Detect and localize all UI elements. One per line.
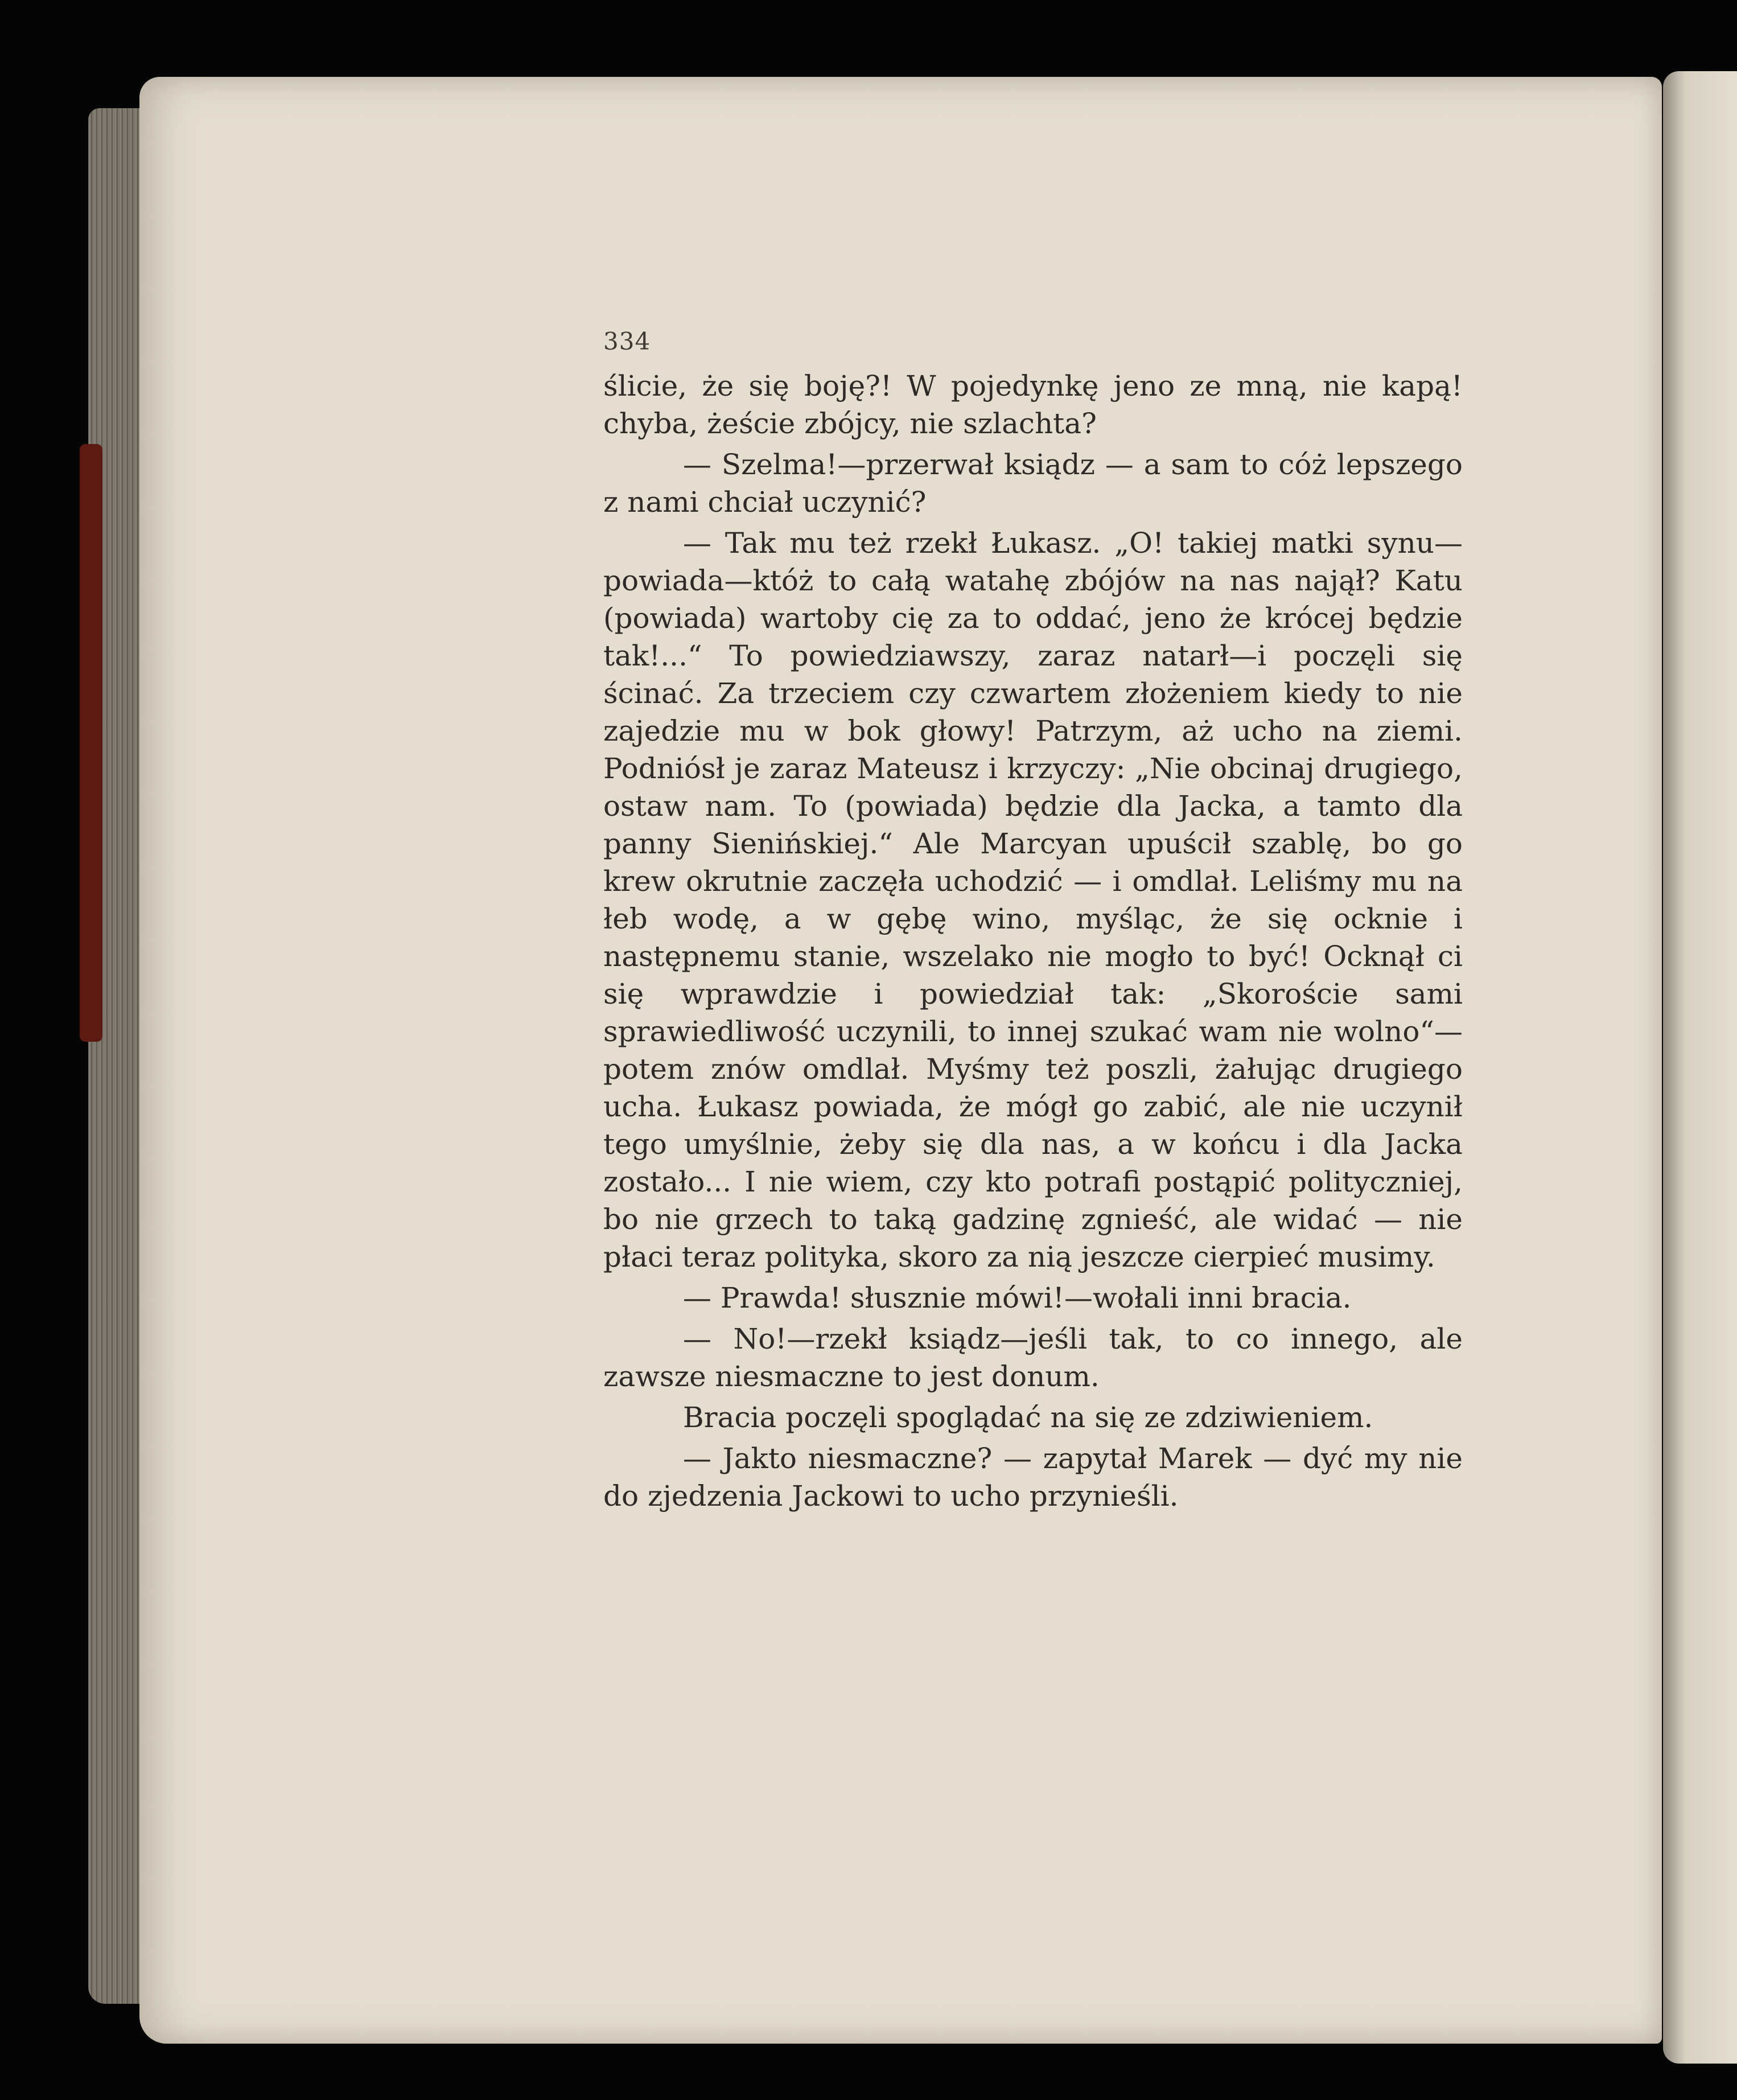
- binding-band: [80, 444, 102, 1042]
- page-text: [603, 367, 1463, 1515]
- paragraph-6: Bracia poczęli spoglądać na się ze zdziwieniem.: [683, 1401, 1373, 1434]
- page-number: 334: [603, 327, 651, 355]
- paragraph-3: — Tak mu też rzekł Łukasz. „O! takiej matki synu—powiada—któż to całą watahę zbójów na nas najął? Katu (powiada) wartoby cię za to oddać, jeno że krócej będzie tak!...“ To powiedziawszy, zaraz natarł—i poczęli się ścinać. Za trzeciem czy czwartem złożeniem kiedy to nie zajedzie mu w bok głowy! Patrzym, aż ucho na ziemi. Podniósł je zaraz Mateusz i krzyczy: „Nie obcinaj drugiego, ostaw nam. To (powiada) będzie dla Jacka, a tamto dla panny Sienińskiej.“ Ale Marcyan upuścił szablę, bo go krew okrutnie zaczęła uchodzić — i omdlał. Leliśmy mu na łeb wodę, a w gębę wino, myśląc, że się ocknie i następnemu stanie, wszelako nie mogło to być! Ocknął ci się wprawdzie i powiedział tak: „Skoroście sami sprawiedliwość uczynili, to innej szukać wam nie wolno“— potem znów omdlał. Myśmy też poszli, żałując drugiego ucha. Łukasz powiada, że mógł go zabić, ale nie uczynił tego umyślnie, żeby się dla nas, a w końcu i dla Jacka zostało... I nie wiem, czy kto potrafi postąpić polityczniej, bo nie grzech to taką gadzinę zgnieść, ale widać — nie płaci teraz polityka, skoro za nią jeszcze cierpieć musimy.: [603, 527, 1463, 1273]
- paragraph-1: ślicie, że się boję?! W pojedynkę jeno ze mną, nie kapą! chyba, żeście zbójcy, nie szlachta?: [603, 369, 1463, 440]
- paragraph-2: — Szelma!—przerwał ksiądz — a sam to cóż lepszego z nami chciał uczynić?: [603, 448, 1463, 519]
- right-page-edge: [1663, 71, 1737, 2064]
- paragraph-4: — Prawda! słusznie mówi!—wołali inni bracia.: [683, 1281, 1352, 1314]
- paragraph-7: — Jakto niesmaczne? — zapytał Marek — dyć my nie do zjedzenia Jackowi to ucho przynieśli.: [603, 1442, 1463, 1513]
- paragraph-5: — No!—rzekł ksiądz—jeśli tak, to co innego, ale zawsze niesmaczne to jest donum.: [603, 1322, 1463, 1393]
